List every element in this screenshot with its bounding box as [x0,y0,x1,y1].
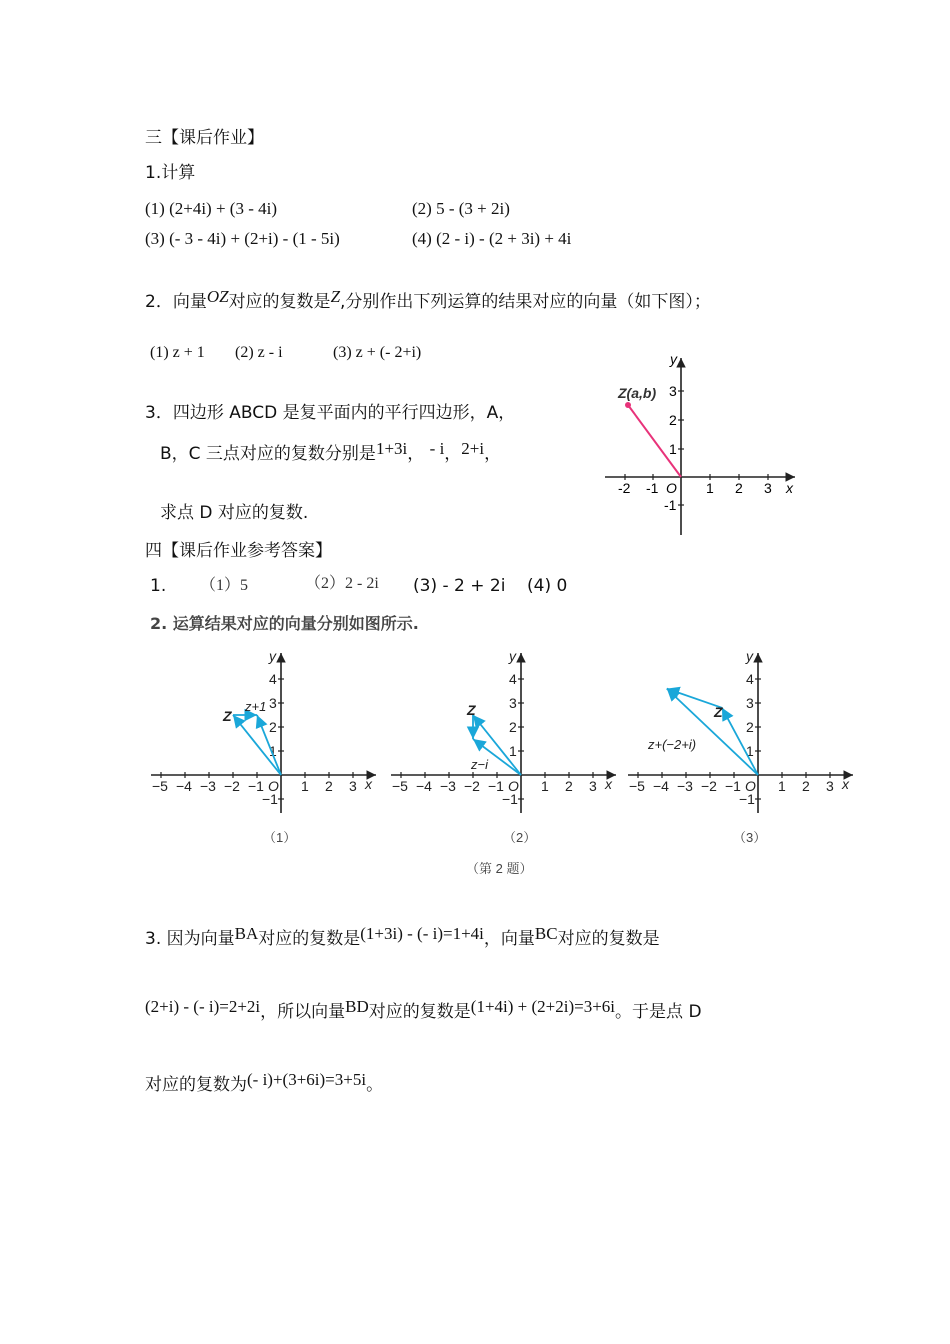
answer2-title: 2. 运算结果对应的向量分别如图所示. [150,614,419,633]
vector-oz-figure [600,350,810,540]
y-tick-label: 3 [746,695,754,711]
y-tick-label: −1 [262,791,278,807]
answer1-part2: （2）2 - 2i [305,575,379,592]
x-axis-label: x [605,776,612,792]
q3-complex-a: 1+3i [375,439,408,458]
x-tick-label: −5 [392,778,408,794]
answer3-text: 3. 因为向量 [145,929,235,949]
q3-line-3: 求点 D 对应的复数. [160,503,309,523]
y-tick-label: 2 [269,719,277,735]
x-tick-label: 1 [301,778,309,794]
answer1-part1: （1）5 [200,577,249,594]
vector-ba: BA [234,924,259,943]
answer3-line-2 [145,997,702,1022]
x-tick-label: 3 [764,480,772,496]
x-tick-label: −4 [653,778,669,794]
x-axis-label: x [786,480,793,496]
x-tick-label: 2 [565,778,573,794]
q3-line-2: B，C 三点对应的复数分别是1+3i， - i，2+i， [160,439,502,464]
y-tick-label: 2 [669,412,677,428]
x-tick-label: 1 [706,480,714,496]
q2-vector-oz: OZ [206,287,229,306]
answer3-text: ，所以向量 [260,1002,346,1022]
answer2-figure [148,645,858,880]
q2-line [145,287,711,312]
y-tick-label: 1 [669,441,677,457]
q2-item-2: (2) z - i [235,344,283,361]
answer3-text: 。 [366,1075,384,1095]
x-tick-label: −5 [629,778,645,794]
y-tick-label: 4 [509,671,517,687]
answer3-text: 对应的复数是 [368,1002,471,1022]
graph-caption-3: （3） [733,830,767,845]
vector-3 [667,689,758,775]
y-tick-label: −1 [739,791,755,807]
q1-item-1: (1) (2+4i) + (3 - 4i) [145,199,277,218]
point-z-label: Z [223,708,232,724]
q2-text-suffix: ,分别作出下列运算的结果对应的向量（如下图）； [340,292,711,312]
y-tick-label: 1 [269,743,277,759]
x-tick-label: −2 [464,778,480,794]
answer1-part3: (3) - 2 + 2i [413,576,506,596]
q3-line-1: 3．四边形 ABCD 是复平面内的平行四边形，A， [145,403,516,423]
y-tick-label: 3 [509,695,517,711]
point-z [625,402,631,408]
graph-caption-1: （1） [263,830,297,845]
x-tick-label: 1 [541,778,549,794]
q2-var-z: Z [330,287,341,306]
vector-1 [722,708,758,775]
result-label: z+(−2+i) [648,737,697,752]
figure-caption: （第 2 题） [466,861,533,876]
q2-item-1: (1) z + 1 [150,344,205,361]
x-tick-label: −1 [248,778,264,794]
x-tick-label: −3 [677,778,693,794]
y-tick-label: 1 [746,743,754,759]
x-axis-label: x [365,776,372,792]
q1-item-3: (3) (- 3 - 4i) + (2+i) - (1 - 5i) [145,229,340,248]
x-tick-label: 2 [325,778,333,794]
y-tick-label: 4 [746,671,754,687]
x-tick-label: −3 [200,778,216,794]
answer3-line-1 [145,924,660,949]
y-axis-label: y [509,648,516,664]
q1-item-2: (2) 5 - (3 + 2i) [412,199,510,218]
x-tick-label: −5 [152,778,168,794]
origin-label: O [508,778,519,794]
expr-bc: (2+i) - (- i)=2+2i [145,997,261,1016]
answer3-text: 。于是点 D [615,1002,702,1022]
x-axis-label: x [842,776,849,792]
answer1-part4: (4) 0 [527,576,568,596]
x-tick-label: 3 [826,778,834,794]
answer1-num: 1. [150,576,167,596]
q3-line2-prefix: B，C 三点对应的复数分别是 [160,444,376,464]
x-tick-label: −4 [176,778,192,794]
x-tick-label: 3 [349,778,357,794]
x-tick-label: −1 [725,778,741,794]
answer3-text: 对应的复数是 [258,929,361,949]
expr-ba: (1+3i) - (- i)=1+4i [360,924,484,943]
section3-heading: 三【课后作业】 [145,128,264,148]
y-tick-label: 4 [269,671,277,687]
x-tick-label: −3 [440,778,456,794]
x-tick-label: −2 [701,778,717,794]
x-tick-label: 3 [589,778,597,794]
expr-d: (- i)+(3+6i)=3+5i [247,1070,367,1089]
q1-title: 1.计算 [145,163,196,183]
q2-item-3: (3) z + (- 2+i) [333,344,422,361]
y-tick-label: 2 [746,719,754,735]
vector-bd: BD [345,997,369,1016]
point-z-label: Z [467,702,476,718]
vector-bc: BC [534,924,558,943]
y-tick-label: −1 [502,791,518,807]
graph-caption-2: （2） [503,830,537,845]
x-tick-label: −2 [224,778,240,794]
result-label: z+1 [245,699,267,714]
y-tick-label: 3 [269,695,277,711]
y-tick-label: -1 [664,497,677,513]
x-tick-label: −4 [416,778,432,794]
origin-label: O [666,480,677,496]
x-tick-label: −1 [488,778,504,794]
x-tick-label: -2 [618,480,631,496]
y-axis-label: y [670,351,677,367]
q2-text-mid: 对应的复数是 [228,292,331,312]
y-axis-label: y [269,648,276,664]
result-label: z−i [471,757,488,772]
point-z-label: Z(a,b) [618,385,657,401]
x-tick-label: 2 [802,778,810,794]
q2-text-prefix: 2．向量 [145,292,207,312]
x-tick-label: -1 [646,480,659,496]
y-tick-label: 2 [509,719,517,735]
point-z-label: Z [714,704,723,720]
answer3-line-3 [145,1070,384,1095]
q3-complex-c: 2+i [461,439,485,458]
answer3-text: ，向量 [483,929,535,949]
answer3-text: 对应的复数是 [557,929,660,949]
section4-heading: 四【课后作业参考答案】 [145,541,332,561]
origin-label: O [745,778,756,794]
q3-complex-b: - i [429,439,445,458]
origin-label: O [268,778,279,794]
answer3-text: 对应的复数为 [145,1075,247,1095]
y-axis-label: y [746,648,753,664]
expr-bd: (1+4i) + (2+2i)=3+6i [470,997,616,1016]
x-tick-label: 2 [735,480,743,496]
x-tick-label: 1 [778,778,786,794]
q1-item-4: (4) (2 - i) - (2 + 3i) + 4i [412,229,572,248]
y-tick-label: 3 [669,383,677,399]
y-tick-label: 1 [509,743,517,759]
